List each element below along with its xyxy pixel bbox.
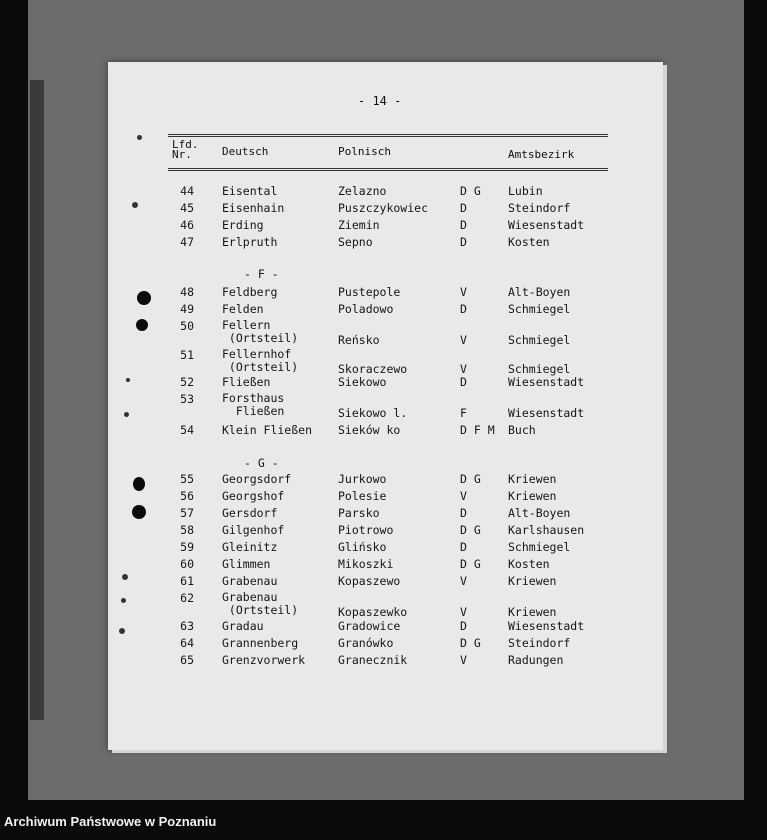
german-name: Gleinitz [222,540,278,554]
polish-name: Siekowo l. [338,406,408,420]
table-row [108,347,663,376]
row-number: 53 [180,392,194,406]
district-name: Wiesenstadt [508,218,585,232]
table-row [108,285,663,301]
german-name: Grannenberg [222,636,299,650]
class-code: V [460,574,467,588]
row-number: 48 [180,285,194,299]
district-name: Steindorf [508,201,571,215]
polish-name: Polesie [338,489,387,503]
german-name: Grabenau (Ortsteil) [222,590,299,617]
district-name: Alt-Boyen [508,506,571,520]
row-number: 56 [180,489,194,503]
row-number: 64 [180,636,194,650]
class-code: V [460,285,467,299]
table-row [108,574,663,590]
row-number: 65 [180,653,194,667]
table-row [108,391,663,420]
polish-name: Sieków ko [338,423,401,437]
district-name: Steindorf [508,636,571,650]
table-row [108,472,663,488]
polish-name: Parsko [338,506,380,520]
german-name: Forsthaus Fließen [222,391,285,418]
header-lfd-line1: Lfd. [172,138,199,151]
district-name: Kosten [508,557,550,571]
german-name: Erding [222,218,264,232]
class-code: V [460,489,467,503]
district-name: Wiesenstadt [508,375,585,389]
section-heading-f: - F - [244,267,279,281]
row-number: 46 [180,218,194,232]
table-row [108,540,663,556]
table-row [108,557,663,573]
german-name: Fellern (Ortsteil) [222,318,299,345]
row-number: 52 [180,375,194,389]
polish-name: Granówko [338,636,394,650]
class-code: D [460,540,467,554]
class-code: D [460,302,467,316]
german-name: Gradau [222,619,264,633]
german-name: Gilgenhof [222,523,285,537]
polish-name: Mikoszki [338,557,394,571]
punch-hole [137,291,151,305]
class-code: D [460,375,467,389]
district-name: Kriewen [508,489,557,503]
german-name: Felden [222,302,264,316]
header-polnisch: Polnisch [338,145,391,158]
class-code: D G [460,523,481,537]
polish-name: Kopaszewko [338,605,408,619]
polish-name: Sepno [338,235,373,249]
polish-name: Granecznik [338,653,408,667]
polish-name: Poladowo [338,302,394,316]
district-name: Schmiegel [508,333,571,347]
archive-caption: Archiwum Państwowe w Poznaniu [4,814,217,829]
polish-name: Kopaszewo [338,574,401,588]
row-number: 61 [180,574,194,588]
class-code: F [460,406,467,420]
polish-name: Pustepole [338,285,401,299]
district-name: Schmiegel [508,302,571,316]
class-code: V [460,605,467,619]
class-code: D [460,506,467,520]
district-name: Radungen [508,653,564,667]
german-name: Glimmen [222,557,271,571]
district-name: Lubin [508,184,543,198]
district-name: Schmiegel [508,540,571,554]
german-name: Georgsdorf [222,472,292,486]
table-row [108,590,663,619]
speck [119,628,125,634]
german-name: Fließen [222,375,271,389]
speck [132,202,138,208]
district-name: Karlshausen [508,523,585,537]
punch-hole [132,505,146,519]
polish-name: Siekowo [338,375,387,389]
row-number: 60 [180,557,194,571]
district-name: Kriewen [508,605,557,619]
row-number: 47 [180,235,194,249]
class-code: V [460,653,467,667]
german-name: Gersdorf [222,506,278,520]
class-code: D G [460,557,481,571]
polish-name: Ziemin [338,218,380,232]
german-name: Erlpruth [222,235,278,249]
district-name: Wiesenstadt [508,619,585,633]
table-row [108,318,663,347]
district-name: Schmiegel [508,362,571,376]
district-name: Kriewen [508,574,557,588]
speck [122,574,128,580]
district-name: Wiesenstadt [508,406,585,420]
polish-name: Jurkowo [338,472,387,486]
row-number: 62 [180,591,194,605]
class-code: D G [460,636,481,650]
header-deutsch: Deutsch [222,145,269,158]
row-number: 59 [180,540,194,554]
speck [124,412,129,417]
class-code: D G [460,184,481,198]
page-edge-shadow [30,80,44,720]
document-page [108,62,663,750]
table-row [108,619,663,635]
speck [121,598,126,603]
german-name: Georgshof [222,489,285,503]
german-name: Grabenau [222,574,278,588]
table-row [108,235,663,251]
german-name: Klein Fließen [222,423,313,437]
class-code: V [460,333,467,347]
row-number: 57 [180,506,194,520]
header-rule-top [168,134,608,137]
polish-name: Glińsko [338,540,387,554]
german-name: Eisental [222,184,278,198]
german-name: Fellernhof (Ortsteil) [222,347,299,374]
table-row [108,201,663,217]
row-number: 51 [180,348,194,362]
section-heading-g: - G - [244,456,279,470]
page-number: - 14 - [358,94,402,108]
table-row [108,636,663,652]
punch-hole [136,319,148,331]
speck [137,135,142,140]
class-code: V [460,362,467,376]
row-number: 49 [180,302,194,316]
table-row [108,375,663,391]
header-lfd-line2: Nr. [172,148,192,161]
header-amtsbezirk: Amtsbezirk [508,148,575,161]
polish-name: Gradowice [338,619,401,633]
german-name: Feldberg [222,285,278,299]
polish-name: Zelazno [338,184,387,198]
district-name: Kosten [508,235,550,249]
row-number: 63 [180,619,194,633]
table-row [108,653,663,669]
class-code: D [460,619,467,633]
row-number: 50 [180,319,194,333]
row-number: 54 [180,423,194,437]
polish-name: Skoraczewo [338,362,408,376]
polish-name: Piotrowo [338,523,394,537]
district-name: Buch [508,423,536,437]
class-code: D F M [460,423,495,437]
district-name: Kriewen [508,472,557,486]
row-number: 44 [180,184,194,198]
speck [126,378,130,382]
punch-hole [133,477,145,491]
table-row [108,489,663,505]
row-number: 45 [180,201,194,215]
table-row [108,218,663,234]
header-lfd [172,140,199,160]
german-name: Eisenhain [222,201,285,215]
table-row [108,423,663,439]
header-rule-bottom [168,168,608,171]
polish-name: Reńsko [338,333,380,347]
table-row [108,184,663,200]
class-code: D G [460,472,481,486]
table-row [108,506,663,522]
table-row [108,302,663,318]
row-number: 55 [180,472,194,486]
class-code: D [460,218,467,232]
table-row [108,523,663,539]
class-code: D [460,235,467,249]
german-name: Grenzvorwerk [222,653,306,667]
class-code: D [460,201,467,215]
district-name: Alt-Boyen [508,285,571,299]
polish-name: Puszczykowiec [338,201,429,215]
row-number: 58 [180,523,194,537]
